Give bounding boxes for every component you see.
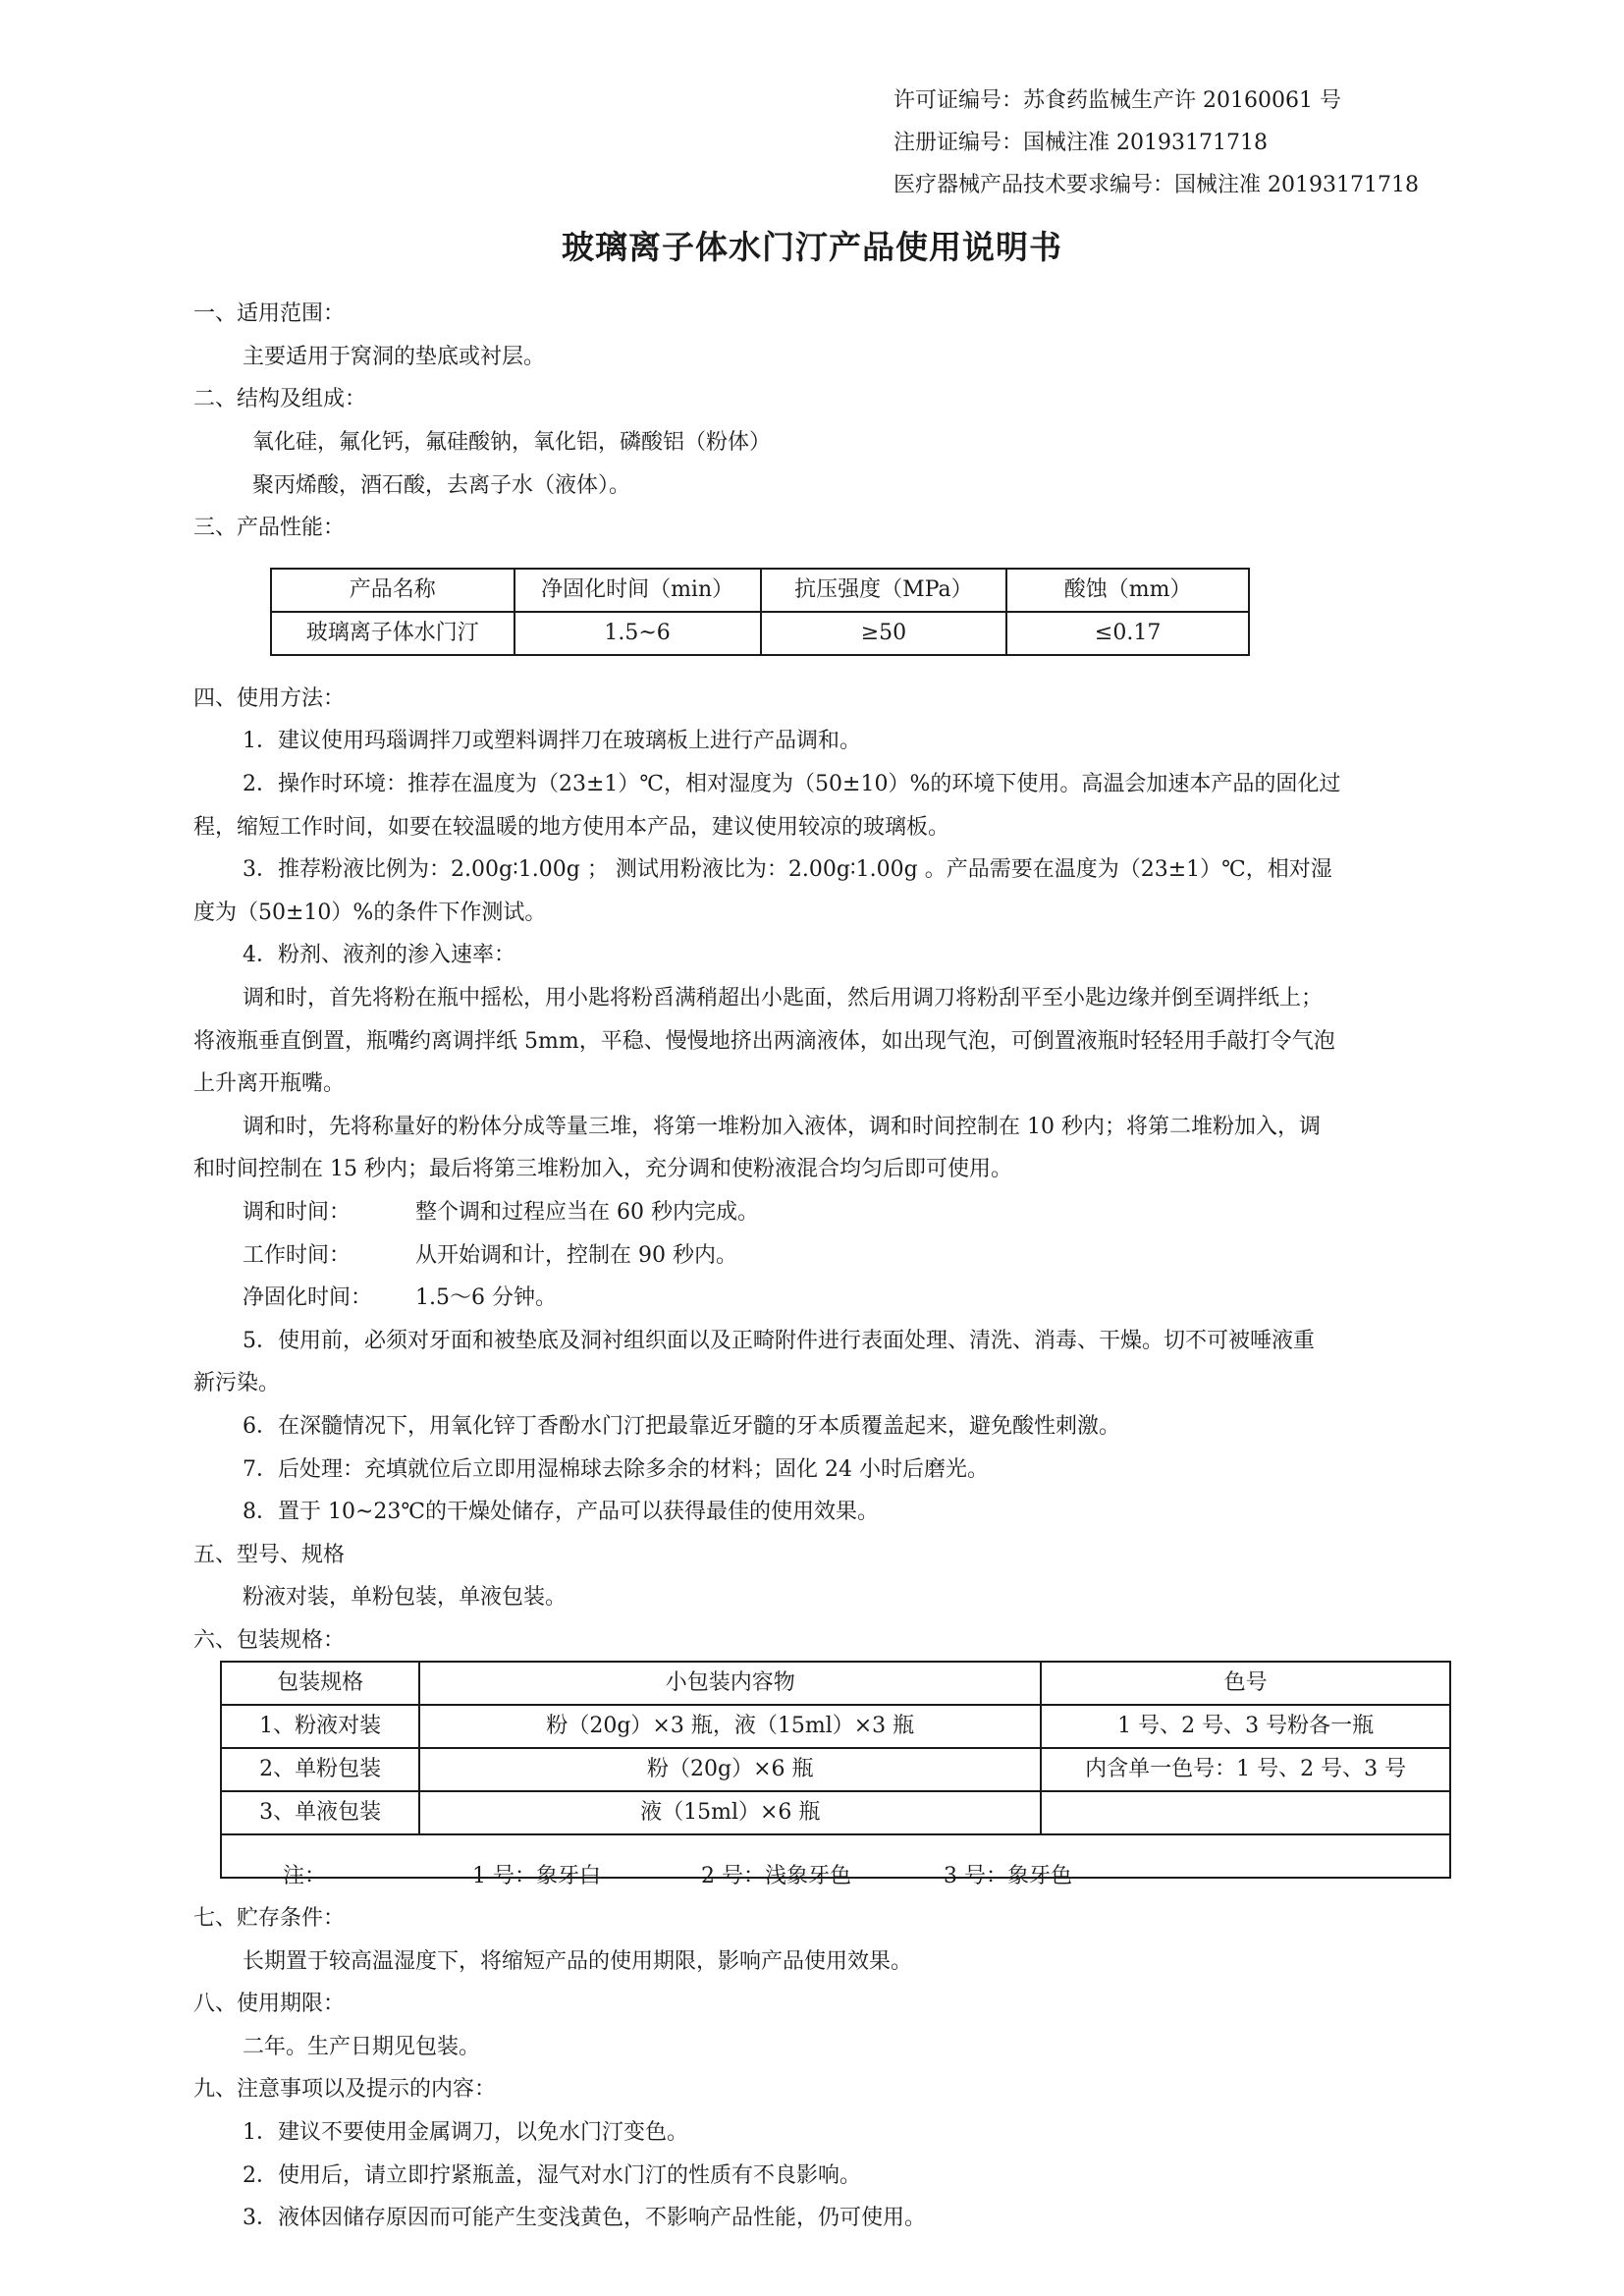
method-item-2-line-2: 程，缩短工作时间，如要在较温暖的地方使用本产品，建议使用较凉的玻璃板。 xyxy=(193,815,950,840)
license-number: 许可证编号：苏食药监械生产许 20160061 号 xyxy=(893,88,1341,113)
note-label: 注： xyxy=(283,1864,327,1888)
method-item-5-line-2: 新污染。 xyxy=(193,1371,281,1395)
table-cell: 3、单液包装 xyxy=(221,1791,419,1834)
table-header-cell: 净固化时间（min） xyxy=(514,569,761,612)
table-header-cell: 小包装内容物 xyxy=(419,1662,1041,1705)
method-item-6: 6．在深髓情况下，用氧化锌丁香酚水门汀把最靠近牙髓的牙本质覆盖起来，避免酸性刺激。 xyxy=(243,1414,1121,1439)
section-2-line-2: 聚丙烯酸，酒石酸，去离子水（液体）。 xyxy=(252,473,631,498)
tech-requirement-number: 医疗器械产品技术要求编号：国械注准 20193171718 xyxy=(893,173,1419,197)
section-8-body: 二年。生产日期见包装。 xyxy=(243,2035,481,2059)
table-note-cell xyxy=(221,1834,1450,1888)
mixing-para-1-line-3: 上升离开瓶嘴。 xyxy=(193,1071,346,1096)
working-time-label: 工作时间： xyxy=(243,1243,352,1268)
method-item-5-line-1: 5．使用前，必须对牙面和被垫底及洞衬组织面以及正畸附件进行表面处理、清洗、消毒、干燥。切不可被唾液重 xyxy=(243,1329,1316,1353)
table-row xyxy=(221,1705,1450,1748)
method-item-1: 1．建议使用玛瑙调拌刀或塑料调拌刀在玻璃板上进行产品调和。 xyxy=(243,729,861,753)
table-cell: 1.5~6 xyxy=(514,612,761,655)
method-item-3-line-2: 度为（50±10）%的条件下作测试。 xyxy=(193,901,547,925)
section-9-heading: 九、注意事项以及提示的内容： xyxy=(193,2077,497,2102)
table-header-cell: 包装规格 xyxy=(221,1662,419,1705)
table-header-row xyxy=(221,1662,1450,1705)
table-cell: ≤0.17 xyxy=(1006,612,1249,655)
section-7-body: 长期置于较高温湿度下，将缩短产品的使用期限，影响产品使用效果。 xyxy=(243,1949,913,1974)
table-header-cell: 色号 xyxy=(1041,1662,1450,1705)
mixing-time-value: 整个调和过程应当在 60 秒内完成。 xyxy=(415,1200,759,1225)
notice-item-2: 2．使用后，请立即拧紧瓶盖，湿气对水门汀的性质有不良影响。 xyxy=(243,2163,861,2188)
table-note-row xyxy=(221,1834,1450,1878)
table-header-cell: 抗压强度（MPa） xyxy=(761,569,1007,612)
document-title: 玻璃离子体水门汀产品使用说明书 xyxy=(562,228,1062,266)
method-item-4: 4．粉剂、液剂的渗入速率： xyxy=(243,943,515,967)
note-color-3: 3 号：象牙色 xyxy=(944,1864,1072,1888)
section-2-heading: 二、结构及组成： xyxy=(193,387,367,411)
packaging-table xyxy=(220,1661,1451,1888)
note-color-1: 1 号：象牙白 xyxy=(472,1864,601,1888)
notice-item-3: 3．液体因储存原因而可能产生变浅黄色，不影响产品性能，仍可使用。 xyxy=(243,2206,926,2230)
section-3-heading: 三、产品性能： xyxy=(193,516,346,540)
table-cell: 粉（20g）×6 瓶 xyxy=(419,1748,1041,1791)
mixing-para-1-line-2: 将液瓶垂直倒置，瓶嘴约离调拌纸 5mm，平稳、慢慢地挤出两滴液体，如出现气泡，可倒置液瓶时轻轻用手敲打令气泡 xyxy=(193,1029,1335,1054)
registration-number: 注册证编号：国械注准 20193171718 xyxy=(893,131,1268,155)
method-item-8: 8．置于 10~23℃的干燥处储存，产品可以获得最佳的使用效果。 xyxy=(243,1500,880,1524)
section-2-line-1: 氧化硅，氟化钙，氟硅酸钠，氧化铝，磷酸铝（粉体） xyxy=(252,430,772,455)
table-row xyxy=(221,1791,1450,1834)
table-cell: ≥50 xyxy=(761,612,1007,655)
table-cell xyxy=(1041,1791,1450,1834)
section-8-heading: 八、使用期限： xyxy=(193,1992,346,2016)
method-item-7: 7．后处理：充填就位后立即用湿棉球去除多余的材料；固化 24 小时后磨光。 xyxy=(243,1457,989,1482)
section-1-body: 主要适用于窝洞的垫底或衬层。 xyxy=(243,345,546,369)
table-cell: 内含单一色号：1 号、2 号、3 号 xyxy=(1041,1748,1450,1791)
method-item-3-line-1: 3．推荐粉液比例为：2.00g∶1.00g ； 测试用粉液比为：2.00g∶1.00g 。产品需要在温度为（23±1）℃，相对湿 xyxy=(243,857,1332,882)
table-cell: 粉（20g）×3 瓶，液（15ml）×3 瓶 xyxy=(419,1705,1041,1748)
working-time-value: 从开始调和计，控制在 90 秒内。 xyxy=(415,1243,737,1268)
mixing-para-2-line-2: 和时间控制在 15 秒内；最后将第三堆粉加入，充分调和使粉液混合均匀后即可使用。 xyxy=(193,1157,1012,1181)
table-header-row xyxy=(271,569,1249,612)
table-cell: 1、粉液对装 xyxy=(221,1705,419,1748)
table-row xyxy=(221,1748,1450,1791)
table-cell: 1 号、2 号、3 号粉各一瓶 xyxy=(1041,1705,1450,1748)
section-5-heading: 五、型号、规格 xyxy=(193,1543,346,1567)
mixing-para-2-line-1: 调和时，先将称量好的粉体分成等量三堆，将第一堆粉加入液体，调和时间控制在 10 秒内；将第二堆粉加入，调 xyxy=(243,1115,1321,1139)
section-1-heading: 一、适用范围： xyxy=(193,301,346,326)
table-cell: 2、单粉包装 xyxy=(221,1748,419,1791)
note-color-2: 2 号：浅象牙色 xyxy=(701,1864,851,1888)
mixing-time-label: 调和时间： xyxy=(243,1200,352,1225)
table-header-cell: 产品名称 xyxy=(271,569,514,612)
table-row xyxy=(271,612,1249,655)
setting-time-label: 净固化时间： xyxy=(243,1285,373,1310)
setting-time-value: 1.5～6 分钟。 xyxy=(415,1285,557,1310)
section-5-body: 粉液对装，单粉包装，单液包装。 xyxy=(243,1585,568,1610)
table-header-cell: 酸蚀（mm） xyxy=(1006,569,1249,612)
notice-item-1: 1．建议不要使用金属调刀，以免水门汀变色。 xyxy=(243,2120,688,2145)
section-4-heading: 四、使用方法： xyxy=(193,686,346,711)
table-cell: 液（15ml）×6 瓶 xyxy=(419,1791,1041,1834)
method-item-2-line-1: 2．操作时环境：推荐在温度为（23±1）℃，相对湿度为（50±10）%的环境下使用。高温会加速本产品的固化过 xyxy=(243,772,1341,796)
section-7-heading: 七、贮存条件： xyxy=(193,1906,346,1931)
mixing-para-1-line-1: 调和时，首先将粉在瓶中摇松，用小匙将粉舀满稍超出小匙面，然后用调刀将粉刮平至小匙边缘并倒至调拌纸上； xyxy=(243,986,1324,1011)
performance-table xyxy=(270,568,1250,656)
table-cell: 玻璃离子体水门汀 xyxy=(271,612,514,655)
section-6-heading: 六、包装规格： xyxy=(193,1628,346,1653)
